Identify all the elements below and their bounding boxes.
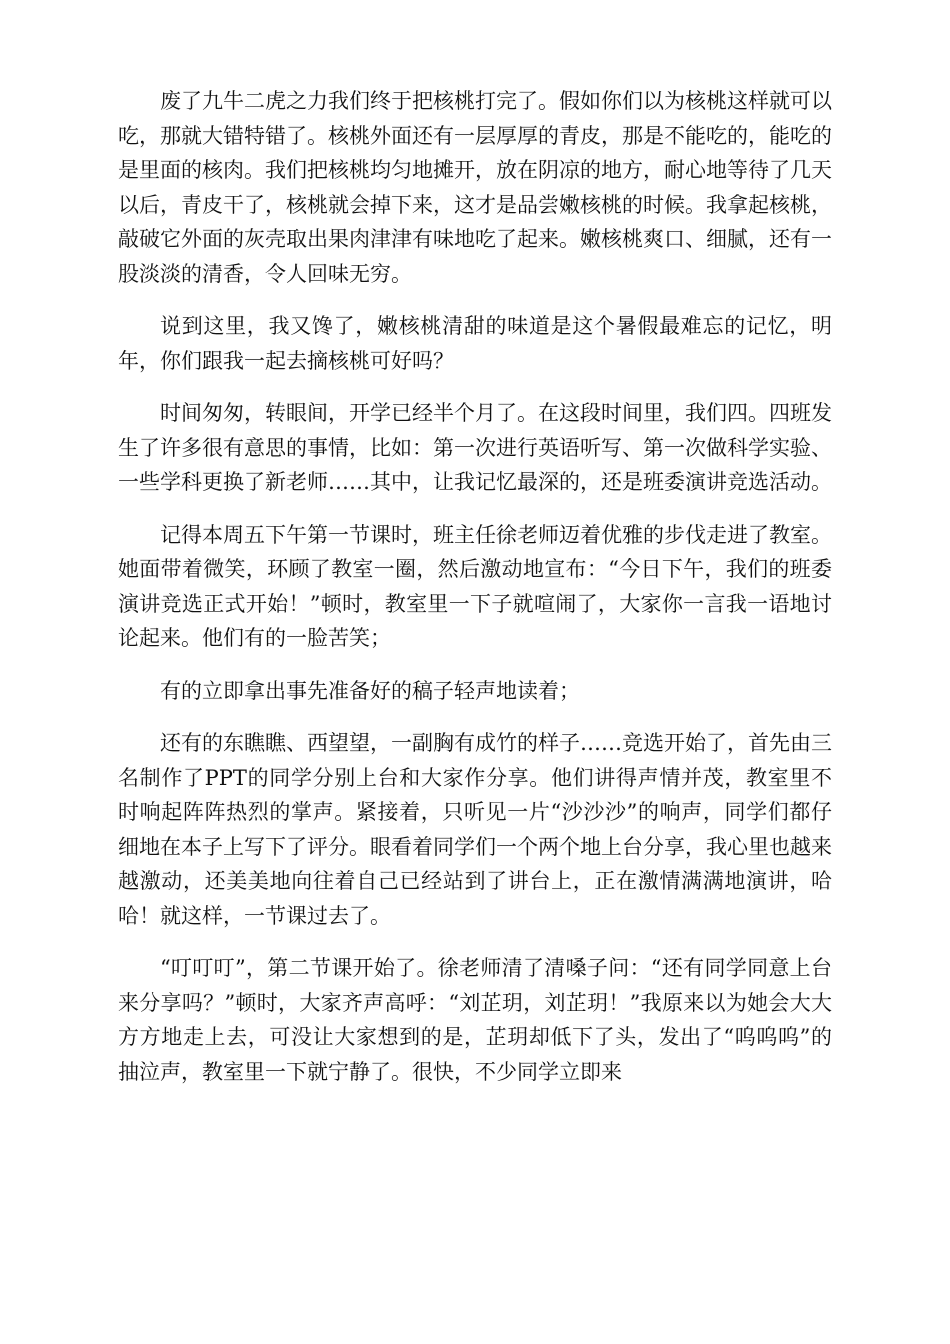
paragraph-election-begins: 还有的东瞧瞧、西望望，一副胸有成竹的样子……竞选开始了，首先由三名制作了PPT的同学分别上台和大家作分享。他们讲得声情并茂，教室里不时响起阵阵热烈的掌声。紧接着，只听见一片“沙沙沙”的响声，同学们都仔细地在本子上写下了评分。眼看着同学们一个两个地上台分享，我心里也越来越激动，还美美地向往着自己已经站到了讲台上，正在激情满满地演讲，哈哈！就这样，一节课过去了。 xyxy=(118,731,832,928)
document-body xyxy=(118,84,832,1107)
paragraph-second-class: “叮叮叮”，第二节课开始了。徐老师清了清嗓子问：“还有同学同意上台来分享吗？”顿时，大家齐声高呼：“刘芷玥，刘芷玥！”我原来以为她会大大方方地走上去，可没让大家想到的是，芷玥却低下了头，发出了“呜呜呜”的抽泣声，教室里一下就宁静了。很快，不少同学立即来 xyxy=(118,956,832,1084)
paragraph-summer-memory: 说到这里，我又馋了，嫩核桃清甜的味道是这个暑假最难忘的记忆，明年，你们跟我一起去摘核桃可好吗？ xyxy=(118,314,832,373)
paragraph-reading-drafts: 有的立即拿出事先准备好的稿子轻声地读着； xyxy=(160,678,580,703)
paragraph-walnut-eating: 废了九牛二虎之力我们终于把核桃打完了。假如你们以为核桃这样就可以吃，那就大错特错了。核桃外面还有一层厚厚的青皮，那是不能吃的，能吃的是里面的核肉。我们把核桃均匀地摊开，放在阴凉的地方，耐心地等待了几天以后，青皮干了，核桃就会掉下来，这才是品尝嫩核桃的时候。我拿起核桃，敲破它外面的灰壳取出果肉津津有味地吃了起来。嫩核桃爽口、细腻，还有一股淡淡的清香，令人回味无穷。 xyxy=(118,89,832,286)
paragraph-school-start: 时间匆匆，转眼间，开学已经半个月了。在这段时间里，我们四。四班发生了许多很有意思的事情，比如：第一次进行英语听写、第一次做科学实验、一些学科更换了新老师……其中，让我记忆最深的，还是班委演讲竞选活动。 xyxy=(118,401,832,494)
paragraph-election-announcement: 记得本周五下午第一节课时，班主任徐老师迈着优雅的步伐走进了教室。她面带着微笑，环顾了教室一圈，然后激动地宣布：“今日下午，我们的班委演讲竞选正式开始！”顿时，教室里一下子就喧闹了，大家你一言我一语地讨论起来。他们有的一脸苦笑； xyxy=(118,522,832,650)
